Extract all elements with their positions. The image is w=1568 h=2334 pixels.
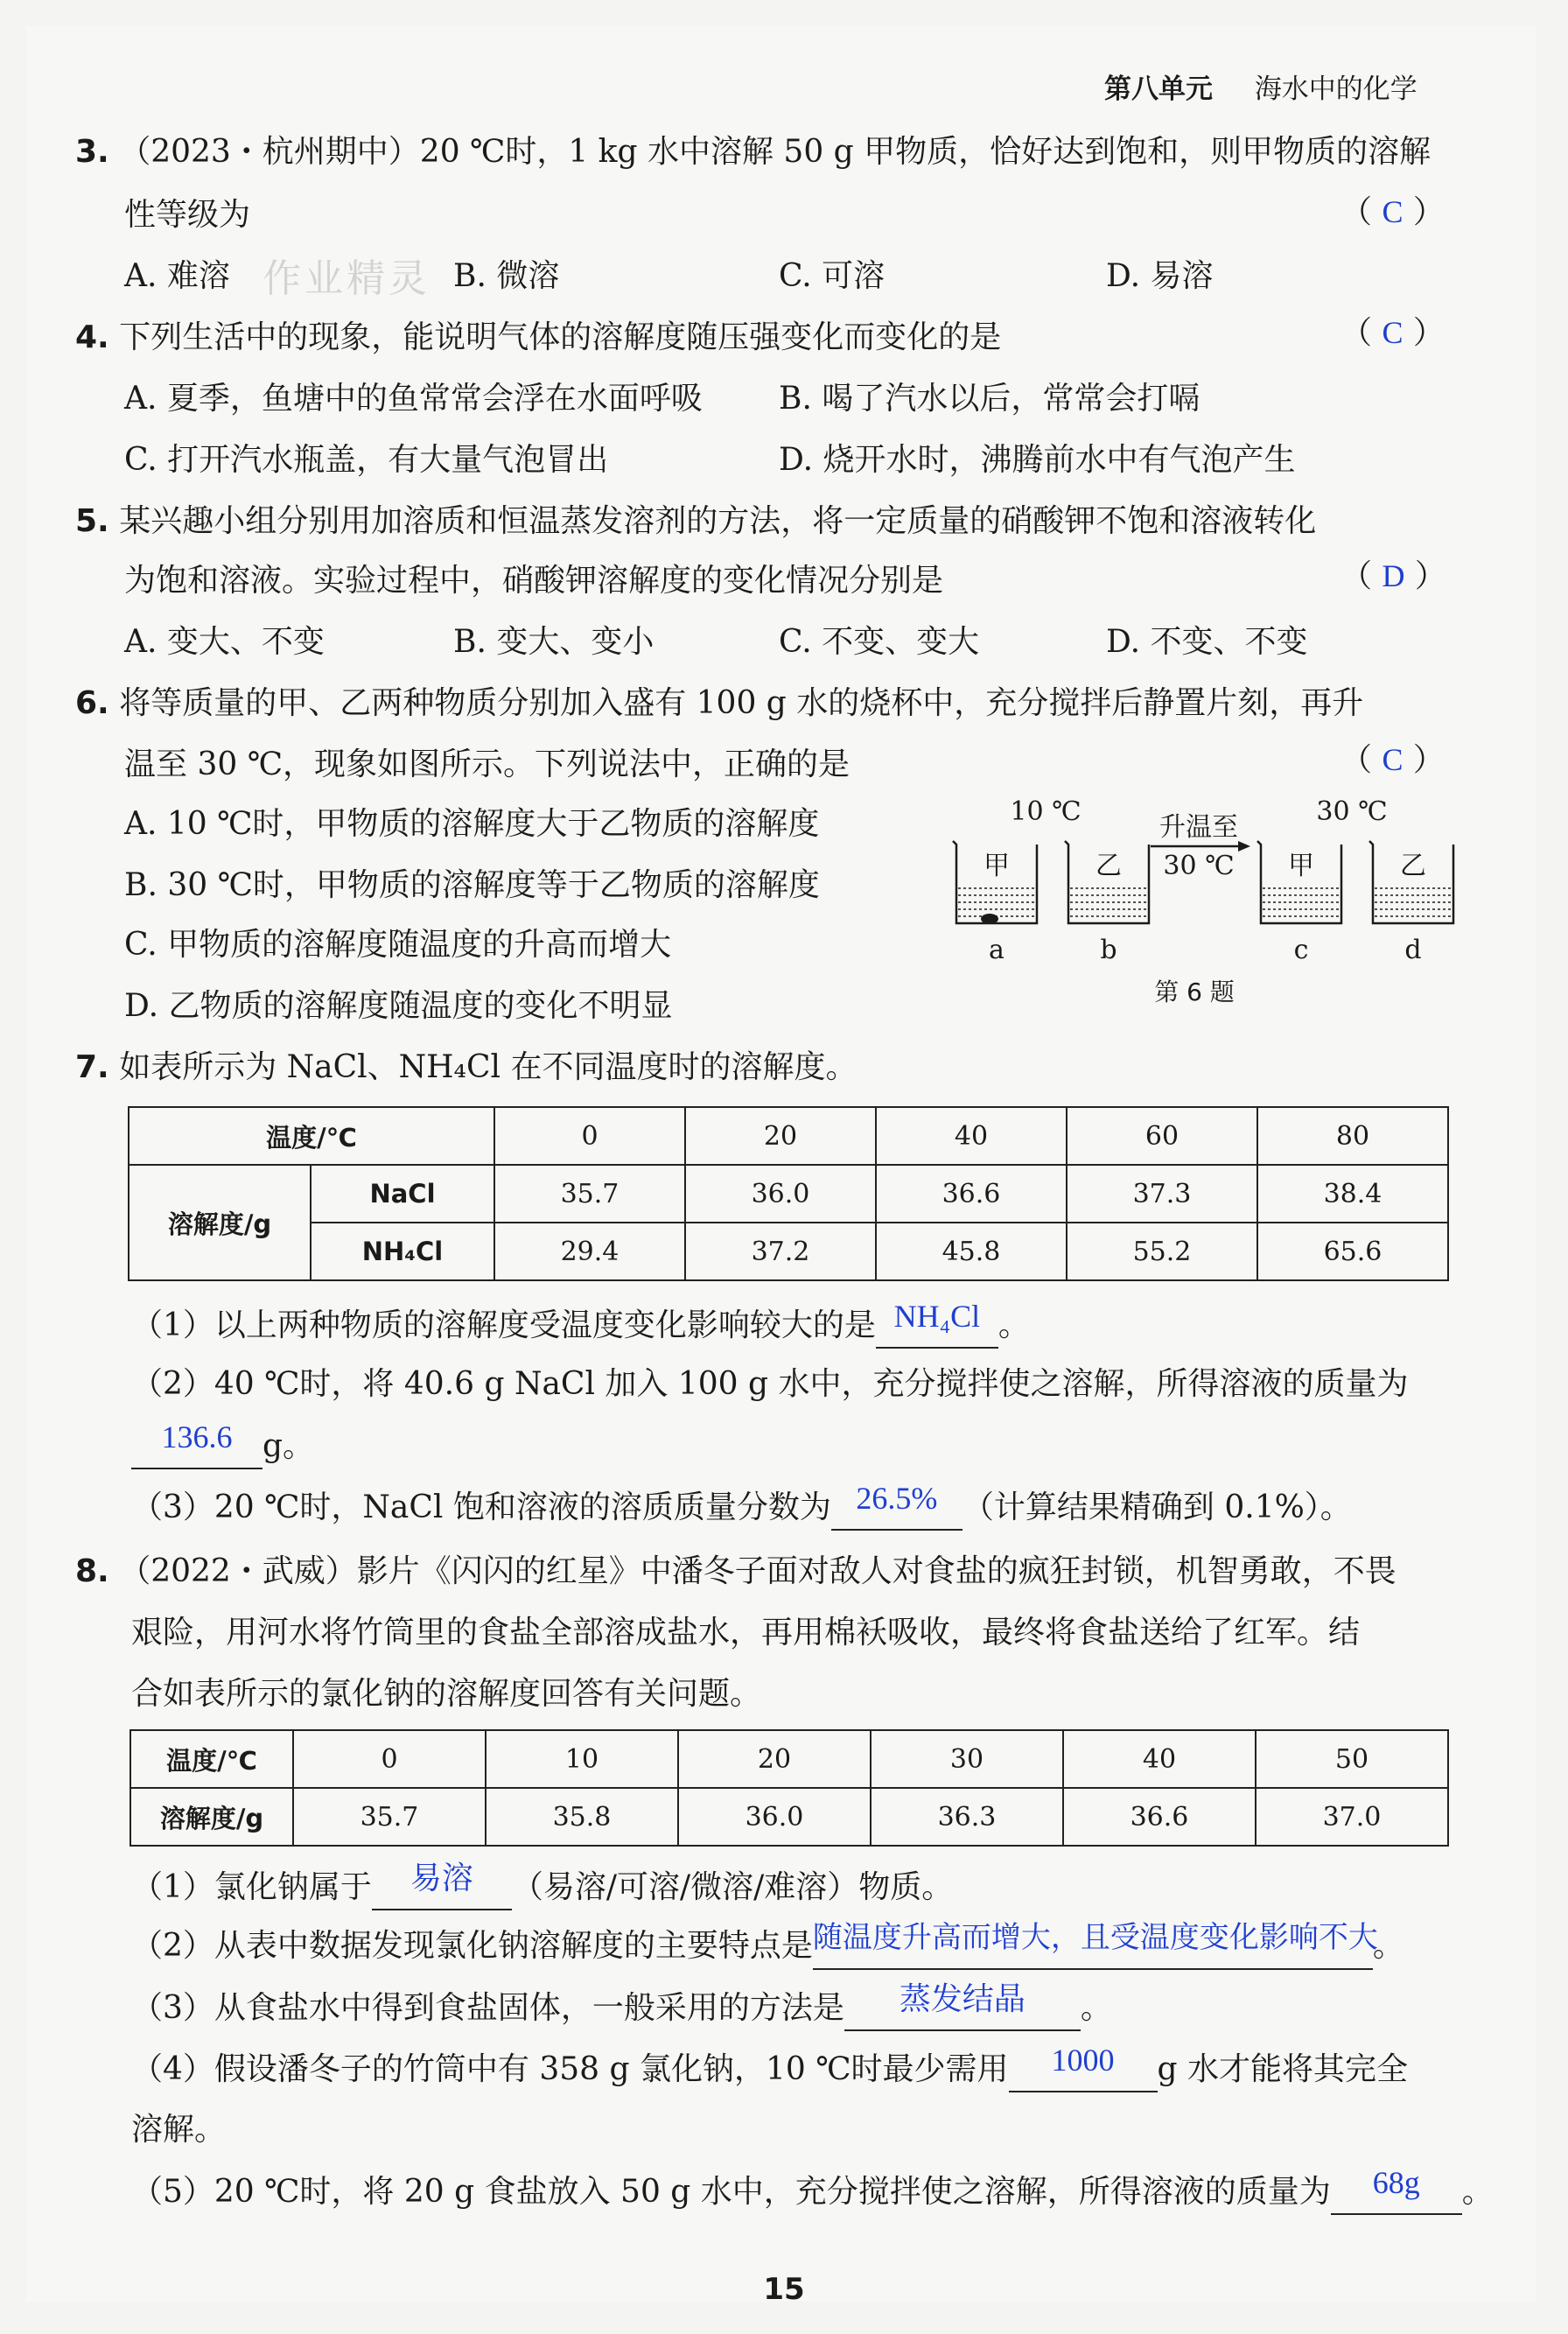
q7-sub1-answer: NH₄Cl: [893, 1299, 981, 1334]
q3-option-a: A. 难溶: [124, 258, 230, 294]
q5-option-d: D. 不变、不变: [1106, 624, 1308, 660]
beaker-b-label: b: [1100, 935, 1117, 965]
table-cell: 40: [876, 1107, 1067, 1165]
q6-figure-caption: 第 6 题: [1154, 978, 1235, 1006]
q8-sub4-text: （4）假设潘冬子的竹筒中有 358 g 氯化钠，10 ℃时最少需用: [131, 2051, 1009, 2087]
q6-arrow-label-top: 升温至: [1159, 812, 1238, 843]
q7-sub2-line2: [131, 1419, 315, 1469]
q8-line2: 艰险，用河水将竹筒里的食盐全部溶成盐水，再用棉袄吸收，最终将食盐送给了红军。结: [131, 1615, 1361, 1651]
q7-sub2-end: g。: [262, 1428, 315, 1464]
q4-number: 4.: [75, 319, 109, 355]
q7-sub3: [131, 1481, 1352, 1531]
q4-option-c: C. 打开汽水瓶盖，有大量气泡冒出: [124, 442, 609, 478]
beaker-b: [1065, 841, 1149, 965]
table-cell: 80: [1257, 1107, 1448, 1165]
q4-option-d: D. 烧开水时，沸腾前水中有气泡产生: [779, 442, 1296, 478]
q6-number: 6.: [75, 685, 109, 721]
q3-answer-paren: （ C ）: [1340, 194, 1445, 230]
unit-label: 第八单元: [1104, 74, 1213, 105]
q7-sub3-end: （计算结果精确到 0.1%）。: [962, 1489, 1352, 1525]
table-cell: 37.2: [685, 1223, 876, 1280]
beaker-d-label: d: [1404, 935, 1422, 965]
table-cell: 29.4: [494, 1223, 685, 1280]
unit-title: 海水中的化学: [1254, 74, 1418, 105]
q8-sub3: [131, 1981, 1112, 2031]
q8-sub5-text: （5）20 ℃时，将 20 g 食盐放入 50 g 水中，充分搅拌使之溶解，所得溶液的质量为: [131, 2174, 1331, 2210]
table-cell: 38.4: [1257, 1165, 1448, 1223]
q3-option-c: C. 可溶: [779, 258, 886, 294]
q7-sub2-blank: [131, 1419, 262, 1469]
q3-option-b: B. 微溶: [453, 258, 560, 294]
q8-sub2: [131, 1922, 1404, 1970]
q4-option-b: B. 喝了汽水以后，常常会打嗝: [779, 381, 1200, 417]
q6-stem: 将等质量的甲、乙两种物质分别加入盛有 100 g 水的烧杯中，充分搅拌后静置片刻，再升: [119, 685, 1364, 721]
beaker-d: [1369, 841, 1453, 965]
q3-answer: C: [1382, 194, 1404, 229]
q8-sub3-blank: [844, 1981, 1081, 2031]
table-cell: 37.3: [1067, 1165, 1257, 1223]
q6-answer-paren: （ C ）: [1340, 742, 1445, 778]
q8-sub4-line2: 溶解。: [131, 2112, 227, 2148]
q6-temp-30: 30 ℃: [1316, 796, 1388, 827]
table-row: [130, 1788, 1448, 1846]
table-cell: 36.0: [685, 1165, 876, 1223]
q8-sub2-answer: 随温度升高而增大，且受温度变化影响不大: [812, 1922, 1378, 1954]
table-header-temp: 温度/℃: [130, 1730, 293, 1788]
table-header-solubility: 溶解度/g: [129, 1165, 311, 1280]
watermark: 作业精灵: [262, 256, 430, 301]
beaker-a-label: a: [989, 935, 1004, 965]
q8-line1: [75, 1551, 1396, 1593]
q4-stem: 下列生活中的现象，能说明气体的溶解度随压强变化而变化的是: [119, 319, 1002, 355]
q7-sub1-text: （1）以上两种物质的溶解度受温度变化影响较大的是: [131, 1307, 876, 1343]
table-cell: 35.8: [486, 1788, 678, 1846]
beaker-c-name: 甲: [1288, 851, 1314, 881]
q4-stem-line: [75, 317, 1001, 359]
q8-sub1-answer: 易溶: [410, 1861, 473, 1896]
table-row: [129, 1107, 1448, 1165]
q8-sub2-end: 。: [1372, 1928, 1404, 1964]
q7-number: 7.: [75, 1049, 109, 1085]
q3-stem: （2023・杭州期中）20 ℃时，1 kg 水中溶解 50 g 甲物质，恰好达到饱和，则甲物质的溶解: [119, 134, 1432, 170]
table-cell: 36.3: [871, 1788, 1063, 1846]
table-cell: 37.0: [1256, 1788, 1448, 1846]
table-cell: 0: [293, 1730, 486, 1788]
q5-stem: 某兴趣小组分别用加溶质和恒温蒸发溶剂的方法，将一定质量的硝酸钾不饱和溶液转化: [119, 503, 1317, 539]
q5-option-c: C. 不变、变大: [779, 624, 980, 660]
q8-sub2-text: （2）从表中数据发现氯化钠溶解度的主要特点是: [131, 1928, 813, 1964]
q6-answer: C: [1382, 742, 1404, 777]
q5-line2: 为饱和溶液。实验过程中，硝酸钾溶解度的变化情况分别是: [124, 563, 944, 599]
q6-arrow-head: [1238, 841, 1250, 852]
q8-sub3-answer: 蒸发结晶: [899, 1981, 1026, 2016]
q8-sub4: [131, 2043, 1409, 2092]
q7-stem: 如表所示为 NaCl、NH₄Cl 在不同温度时的溶解度。: [119, 1049, 858, 1085]
q8-sub1-text: （1）氯化钠属于: [131, 1869, 372, 1905]
table-substance-nacl: NaCl: [311, 1165, 494, 1223]
q8-sub5-end: 。: [1461, 2174, 1494, 2210]
q7-sub1-end: 。: [998, 1307, 1030, 1343]
q8-sub5: [131, 2165, 1494, 2215]
table-cell: 60: [1067, 1107, 1257, 1165]
q7-sub2-line1: （2）40 ℃时，将 40.6 g NaCl 加入 100 g 水中，充分搅拌使之溶解，所得溶液的质量为: [131, 1366, 1409, 1402]
q7-solubility-table: [128, 1106, 1449, 1281]
q6-line2: 温至 30 ℃，现象如图所示。下列说法中，正确的是: [124, 746, 850, 782]
q7-sub3-blank: [831, 1481, 962, 1531]
q6-option-c: C. 甲物质的溶解度随温度的升高而增大: [124, 927, 672, 963]
q8-sub1-blank: [372, 1861, 512, 1910]
q6-beaker-figure: [941, 792, 1466, 1011]
q3-number: 3.: [75, 134, 109, 170]
q8-sub3-end: 。: [1080, 1990, 1112, 2026]
q6-temp-10: 10 ℃: [1010, 796, 1082, 827]
q8-sub2-blank: [812, 1922, 1378, 1970]
q8-sub5-answer: 68g: [1372, 2165, 1420, 2200]
table-cell: 20: [685, 1107, 876, 1165]
table-cell: 20: [678, 1730, 871, 1788]
table-cell: 0: [494, 1107, 685, 1165]
q3-line1: [75, 131, 1431, 173]
q5-option-b: B. 变大、变小: [453, 624, 654, 660]
q8-line3: 合如表所示的氯化钠的溶解度回答有关问题。: [131, 1676, 762, 1712]
table-cell: 50: [1256, 1730, 1448, 1788]
q5-answer-paren: （ D ）: [1340, 558, 1446, 594]
table-cell: 10: [486, 1730, 678, 1788]
q7-sub1: [131, 1299, 1030, 1349]
q6-line1: [75, 683, 1363, 725]
table-cell: 45.8: [876, 1223, 1067, 1280]
q3-option-d: D. 易溶: [1106, 258, 1214, 294]
beaker-a-name: 甲: [984, 851, 1010, 881]
table-row: [129, 1165, 1448, 1223]
q7-sub1-blank: [876, 1299, 998, 1349]
table-cell: 36.6: [876, 1165, 1067, 1223]
beaker-a: [953, 841, 1037, 965]
table-cell: 36.0: [678, 1788, 871, 1846]
q4-answer-paren: （ C ）: [1340, 315, 1445, 351]
q7-sub3-text: （3）20 ℃时，NaCl 饱和溶液的溶质质量分数为: [131, 1489, 831, 1525]
table-cell: 40: [1063, 1730, 1256, 1788]
table-cell: 35.7: [293, 1788, 486, 1846]
q8-sub1-end: （易溶/可溶/微溶/难溶）物质。: [511, 1869, 954, 1905]
q3-line2: 性等级为: [124, 197, 251, 233]
q8-stem: （2022・武威）影片《闪闪的红星》中潘冬子面对敌人对食盐的疯狂封锁，机智勇敢，不畏: [119, 1553, 1396, 1589]
beaker-c: [1257, 841, 1341, 965]
q7-stem-line: [75, 1047, 857, 1089]
q5-answer: D: [1382, 558, 1405, 593]
q6-option-b: B. 30 ℃时，甲物质的溶解度等于乙物质的溶解度: [124, 867, 820, 903]
table-header-temp: 温度/℃: [129, 1107, 494, 1165]
table-row: [130, 1730, 1448, 1788]
q8-sub4-end: g 水才能将其完全: [1157, 2051, 1409, 2087]
table-cell: 35.7: [494, 1165, 685, 1223]
beaker-d-name: 乙: [1400, 851, 1426, 881]
table-cell: 30: [871, 1730, 1063, 1788]
q7-sub3-answer: 26.5%: [856, 1481, 938, 1516]
q8-sub3-text: （3）从食盐水中得到食盐固体，一般采用的方法是: [131, 1990, 844, 2026]
q8-sub4-blank: [1009, 2043, 1158, 2092]
table-header-solubility: 溶解度/g: [130, 1788, 293, 1846]
q6-arrow-label-bottom: 30 ℃: [1163, 851, 1235, 881]
q5-option-a: A. 变大、不变: [124, 624, 325, 660]
page-number: 15: [763, 2272, 805, 2307]
page-header: [1104, 67, 1418, 106]
undissolved-solid: [981, 914, 998, 924]
q8-sub1: [131, 1861, 954, 1910]
q8-solubility-table: [130, 1729, 1449, 1847]
q4-answer: C: [1382, 315, 1404, 350]
table-cell: 55.2: [1067, 1223, 1257, 1280]
q8-number: 8.: [75, 1553, 109, 1589]
q6-option-d: D. 乙物质的溶解度随温度的变化不明显: [124, 988, 673, 1024]
table-cell: 65.6: [1257, 1223, 1448, 1280]
table-substance-nh4cl: NH₄Cl: [311, 1223, 494, 1280]
beaker-b-name: 乙: [1096, 851, 1122, 881]
table-row: [129, 1223, 1448, 1280]
q4-option-a: A. 夏季，鱼塘中的鱼常常会浮在水面呼吸: [124, 381, 703, 417]
table-cell: 36.6: [1063, 1788, 1256, 1846]
q8-sub5-blank: [1331, 2165, 1462, 2215]
q5-line1: [75, 501, 1316, 543]
q6-option-a: A. 10 ℃时，甲物质的溶解度大于乙物质的溶解度: [124, 806, 820, 842]
q7-sub2-answer: 136.6: [161, 1419, 233, 1454]
q8-sub4-answer: 1000: [1051, 2043, 1115, 2078]
q5-number: 5.: [75, 503, 109, 539]
beaker-c-label: c: [1293, 935, 1309, 965]
